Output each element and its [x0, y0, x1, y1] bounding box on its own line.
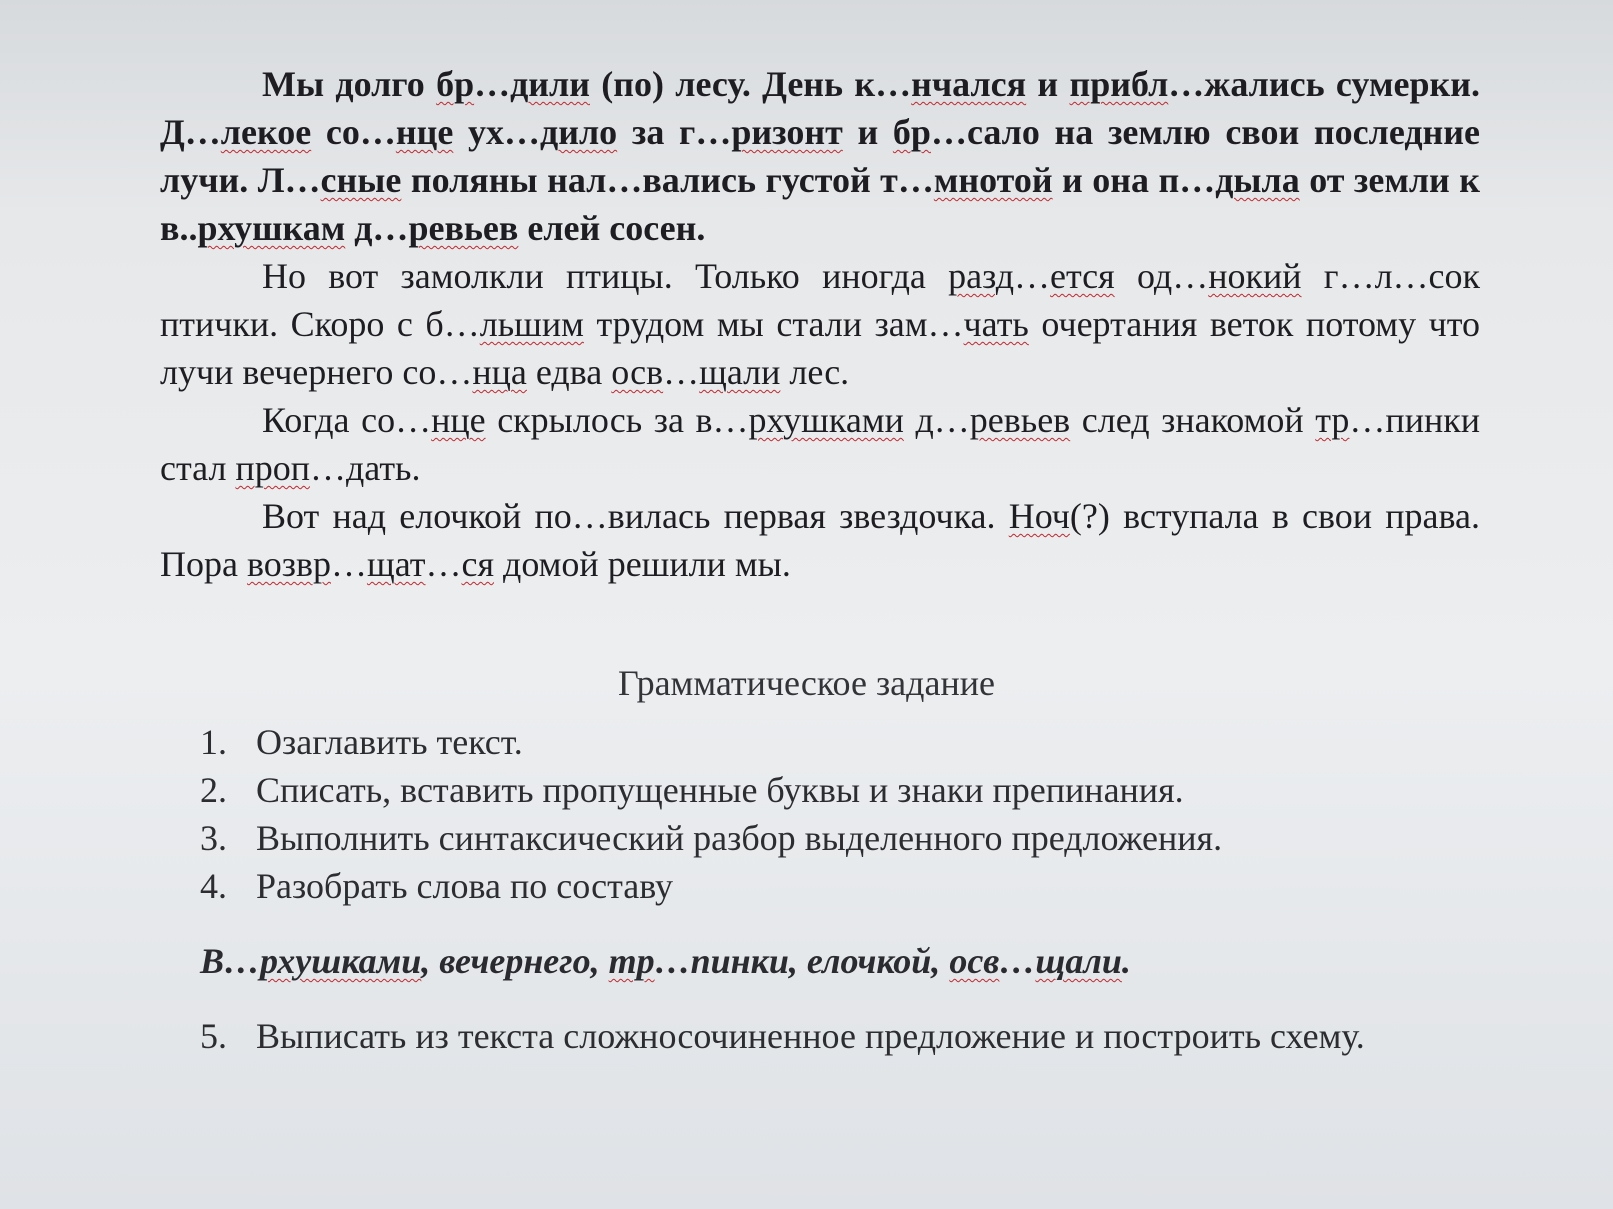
paragraph-3: Когда со…нце скрылось за в…рхушками д…ревьев след знакомой тр…пинки стал проп…дать.: [160, 400, 1480, 488]
task-text: Озаглавить текст.: [256, 722, 523, 762]
words-for-analysis: В…рхушками, вечернего, тр…пинки, елочкой, осв…щали.: [200, 941, 1131, 981]
task-text: Выписать из текста сложносочиненное предложение и построить схему.: [256, 1016, 1365, 1056]
paragraph-4: Вот над елочкой по…вилась первая звездочка. Ноч(?) вступала в свои права. Пора возвр…щат…ся домой решили мы.: [160, 496, 1480, 584]
task-item: [200, 814, 1450, 862]
task-heading: Грамматическое задание: [618, 663, 995, 703]
task-number: 3.: [200, 818, 227, 858]
task-item: [200, 766, 1450, 814]
dictation-text: [160, 60, 1480, 588]
task-item-5: [200, 1012, 1450, 1060]
task-number: 2.: [200, 770, 227, 810]
task-text: Разобрать слова по составу: [256, 866, 674, 906]
task-number: 1.: [200, 722, 227, 762]
paragraph-1: Мы долго бр…дили (по) лесу. День к…нчался и прибл…жались сумерки. Д…лекое со…нце ух…дило за г…ризонт и бр…сало на землю свои последние лучи. Л…сные поляны нал…вались густой т…мнотой и она п…дыла от земли к в..рхушкам д…ревьев елей сосен.: [160, 64, 1481, 248]
task-item: [200, 718, 1450, 766]
task-item: [200, 862, 1450, 910]
paragraph-2: Но вот замолкли птицы. Только иногда разд…ется од…нокий г…л…сок птички. Скоро с б…льшим трудом мы стали зам…чать очертания веток потому что лучи вечернего со…нца едва осв…щали лес.: [160, 256, 1481, 392]
task-number: 4.: [200, 866, 227, 906]
task-text: Выполнить синтаксический разбор выделенного предложения.: [256, 818, 1223, 858]
task-number: 5.: [200, 1016, 227, 1056]
task-list: [200, 718, 1450, 910]
task-text: Списать, вставить пропущенные буквы и знаки препинания.: [256, 770, 1184, 810]
